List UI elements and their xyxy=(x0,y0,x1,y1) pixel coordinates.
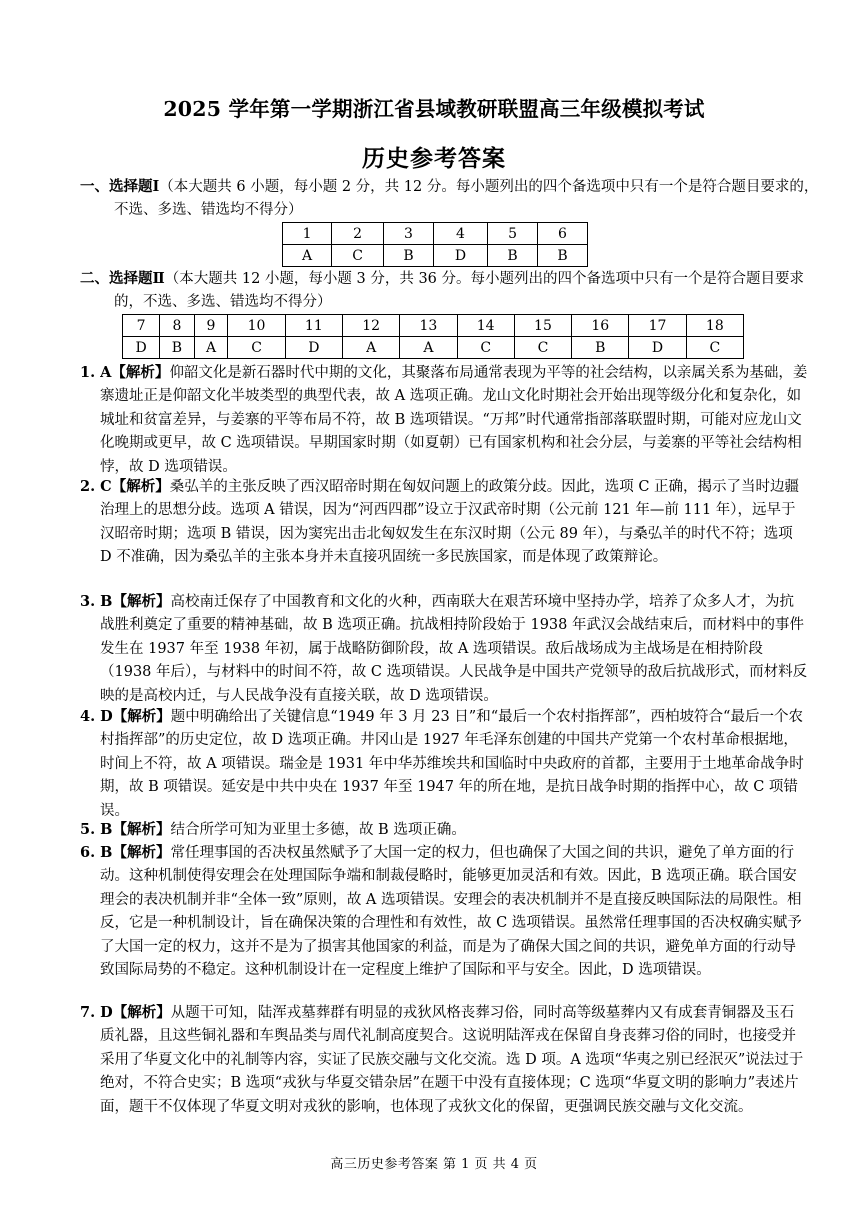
table-cell: 18 xyxy=(686,315,743,337)
table-cell: A xyxy=(194,337,228,359)
page-subtitle: 历史参考答案 xyxy=(362,145,506,172)
table-cell: 7 xyxy=(123,315,160,337)
explanation-2-text: 桑弘羊的主张反映了西汉昭帝时期在匈奴问题上的政策分歧。因此，选项 C 正确，揭示了当时边疆治理上的思想分歧。选项 A 错误，因为“河西四郡”设立于汉武帝时期（公元前 121 年—前 111 年），远早于汉昭帝时期；选项 B 错误，因为窦宪出击北匈奴发生在东汉时期（公元 89 年），与桑弘羊的时代不符；选项 D 不准确，因为桑弘羊的主张本身并未直接巩固统一多民族国家，而是体现了政策辩论。 xyxy=(100,479,800,566)
table-cell: 6 xyxy=(538,223,588,245)
table-cell: D xyxy=(629,337,686,359)
explanation-2 xyxy=(80,475,808,570)
page-title: 2025 学年第一学期浙江省县域教研联盟高三年级模拟考试 xyxy=(163,97,705,121)
table-cell: C xyxy=(686,337,743,359)
table-cell: B xyxy=(488,245,538,267)
table-cell: B xyxy=(572,337,629,359)
table-cell: C xyxy=(514,337,571,359)
section-2-desc: （本大题共 12 小题，每小题 3 分，共 36 分。每小题列出的四个备选项中只有一个是符合题目要求的，不选、多选、错选均不得分） xyxy=(114,271,805,311)
table-cell: 3 xyxy=(384,223,434,245)
table-cell: 16 xyxy=(572,315,629,337)
section-1-number-row xyxy=(283,223,588,245)
table-cell: B xyxy=(160,337,194,359)
table-cell: 12 xyxy=(342,315,399,337)
table-cell: D xyxy=(123,337,160,359)
table-cell: 9 xyxy=(194,315,228,337)
table-cell: B xyxy=(538,245,588,267)
section-1-desc: （本大题共 6 小题，每小题 2 分，共 12 分。每小题列出的四个备选项中只有一个是符合题目要求的，不选、多选、错选均不得分） xyxy=(114,179,819,219)
section-2-heading xyxy=(80,267,822,315)
table-cell: C xyxy=(332,245,384,267)
explanation-6 xyxy=(80,841,808,982)
table-cell: 11 xyxy=(285,315,342,337)
table-cell: 13 xyxy=(400,315,457,337)
section-1-answer-row xyxy=(283,245,588,267)
explanation-4-text: 题中明确给出了关键信息“1949 年 3 月 23 日”和“最后一个农村指挥部”，西柏坡符合“最后一个农村指挥部”的历史定位，故 D 选项正确。井冈山是 1927 年毛泽东创建的中国共产党第一个农村革命根据地，时间上不符，故 A 项错误。瑞金是 1931 年中华苏维埃共和国临时中央政府的首都，主要用于土地革命战争时期，故 B 项错误。延安是中共中央在 1937 年至 1947 年的所在地，是抗日战争时期的指挥中心，故 C 项错误。 xyxy=(100,709,804,819)
explanation-5-head: 5. B【解析】 xyxy=(80,821,171,838)
explanation-6-text: 常任理事国的否决权虽然赋予了大国一定的权力，但也确保了大国之间的共识，避免了单方面的行动。这种机制使得安理会在处理国际争端和制裁侵略时，能够更加灵活和有效。因此，B 选项正确。联合国安理会的表决机制并非“全体一致”原则，故 A 选项错误。安理会的表决机制并不是直接反映国际法的局限性。相反，它是一种机制设计，旨在确保决策的合理性和有效性，故 C 选项错误。虽然常任理事国的否决权确实赋予了大国一定的权力，这并不是为了损害其他国家的利益，而是为了确保大国之间的共识，避免单方面的行动导致国际局势的不稳定。这种机制设计在一定程度上维护了国际和平与安全。因此，D 选项错误。 xyxy=(100,845,802,979)
explanation-4-head: 4. D【解析】 xyxy=(80,708,171,725)
section-1-answer-table xyxy=(282,222,588,267)
table-cell: D xyxy=(285,337,342,359)
explanation-1 xyxy=(80,361,808,479)
table-cell: 4 xyxy=(433,223,487,245)
explanation-1-head: 1. A【解析】 xyxy=(80,364,170,381)
explanation-7-text: 从题干可知，陆浑戎墓葬群有明显的戎狄风格丧葬习俗，同时高等级墓葬内又有成套青铜器及玉石质礼器，且这些铜礼器和车舆品类与周代礼制高度契合。这说明陆浑戎在保留自身丧葬习俗的同时，也接受并采用了华夏文化中的礼制等内容，实证了民族交融与文化交流。选 D 项。A 选项“华夷之别已经泯灭”说法过于绝对，不符合史实；B 选项“戎狄与华夏交错杂居”在题干中没有直接体现；C 选项“华夏文明的影响力”表述片面，题干不仅体现了华夏文明对戎狄的影响，也体现了戎狄文化的保留，更强调民族交融与文化交流。 xyxy=(100,1005,804,1115)
section-2-answer-table xyxy=(122,314,744,359)
table-cell: B xyxy=(384,245,434,267)
page-footer: 高三历史参考答案 第 1 页 共 4 页 xyxy=(330,1157,538,1172)
table-cell: 8 xyxy=(160,315,194,337)
table-cell: 15 xyxy=(514,315,571,337)
table-cell: A xyxy=(400,337,457,359)
table-cell: 14 xyxy=(457,315,514,337)
explanation-7 xyxy=(80,1001,808,1119)
explanation-4 xyxy=(80,705,808,823)
explanation-3 xyxy=(80,590,808,708)
table-cell: A xyxy=(342,337,399,359)
table-cell: 2 xyxy=(332,223,384,245)
table-cell: C xyxy=(457,337,514,359)
explanation-3-head: 3. B【解析】 xyxy=(80,593,171,610)
explanation-1-text: 仰韶文化是新石器时代中期的文化，其聚落布局通常表现为平等的社会结构，以亲属关系为基础，姜寨遗址正是仰韶文化半坡类型的典型代表，故 A 选项正确。龙山文化时期社会开始出现等级分化和复杂化，如城址和贫富差异，与姜寨的平等布局不符，故 B 选项错误。“万邦”时代通常指部落联盟时期，可能对应龙山文化晚期或更早，故 C 选项错误。早期国家时期（如夏朝）已有国家机构和社会分层，与姜寨的平等社会结构相悖，故 D 选项错误。 xyxy=(100,365,808,475)
section-1-label: 一、选择题Ⅰ xyxy=(80,178,160,195)
explanation-6-head: 6. B【解析】 xyxy=(80,844,171,861)
table-cell: 10 xyxy=(228,315,285,337)
section-2-label: 二、选择题Ⅱ xyxy=(80,270,165,287)
explanation-3-text: 高校南迁保存了中国教育和文化的火种，西南联大在艰苦环境中坚持办学，培养了众多人才，为抗战胜利奠定了重要的精神基础，故 B 选项正确。抗战相持阶段始于 1938 年武汉会战结束后，而材料中的事件发生在 1937 年至 1938 年初，属于战略防御阶段，故 A 选项错误。敌后战场成为主战场是在相持阶段（1938 年后），与材料中的时间不符，故 C 选项错误。人民战争是中国共产党领导的敌后抗战形式，而材料反映的是高校内迁，与人民战争没有直接关联，故 D 选项错误。 xyxy=(100,594,808,704)
explanation-7-head: 7. D【解析】 xyxy=(80,1004,171,1021)
explanation-2-head: 2. C【解析】 xyxy=(80,478,170,495)
table-cell: D xyxy=(433,245,487,267)
table-cell: 5 xyxy=(488,223,538,245)
table-cell: 1 xyxy=(283,223,332,245)
section-1-heading xyxy=(80,175,822,223)
explanation-5 xyxy=(80,818,808,842)
table-cell: 17 xyxy=(629,315,686,337)
section-2-answer-row xyxy=(123,337,744,359)
section-2-number-row xyxy=(123,315,744,337)
table-cell: C xyxy=(228,337,285,359)
explanation-5-text: 结合所学可知为亚里士多德，故 B 选项正确。 xyxy=(170,822,466,838)
table-cell: A xyxy=(283,245,332,267)
